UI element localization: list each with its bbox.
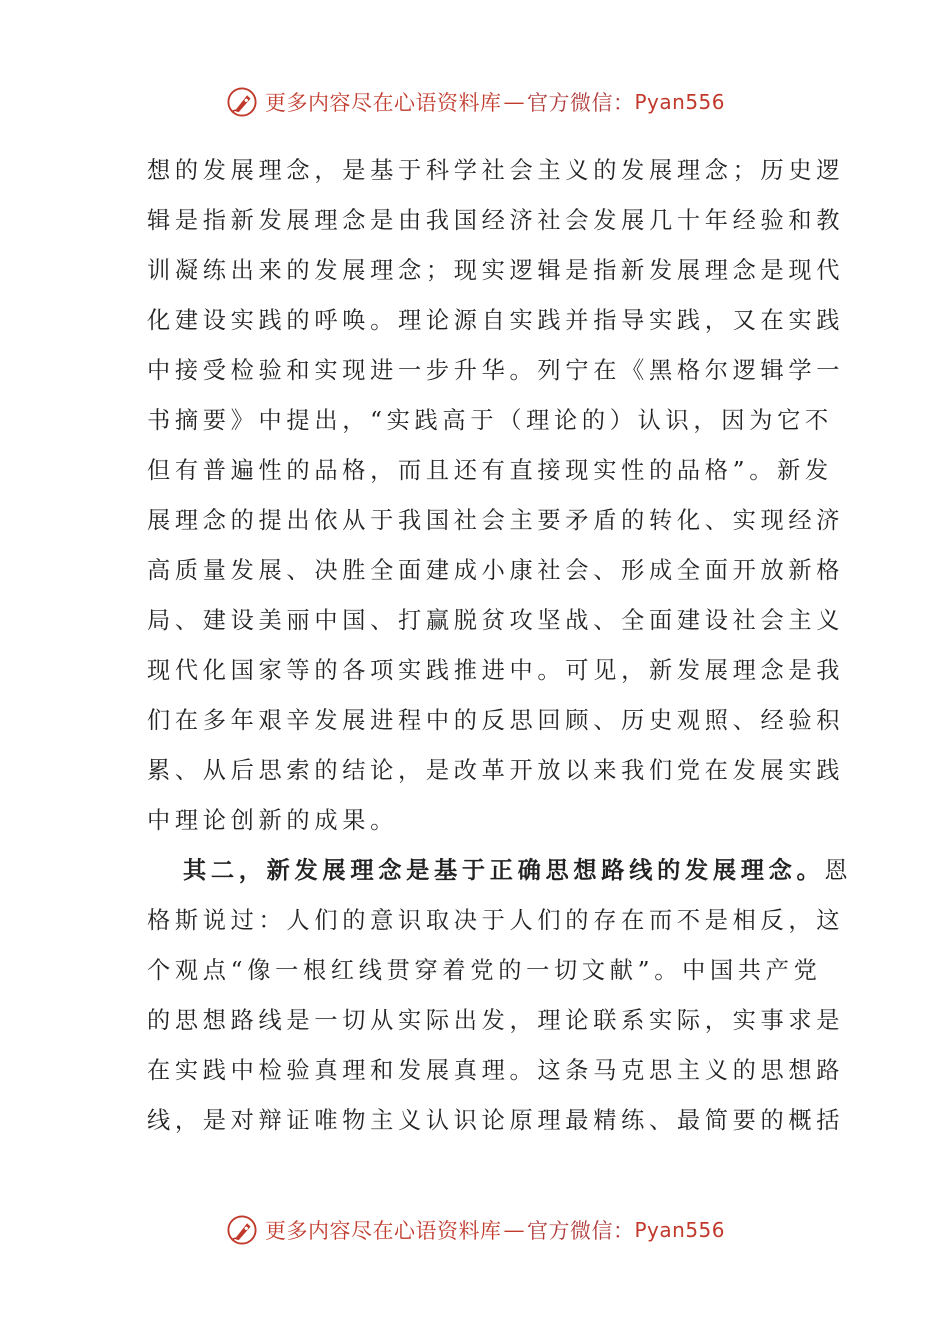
- header-banner: [0, 82, 950, 122]
- body-line: 训凝练出来的发展理念；现实逻辑是指新发展理念是现代: [147, 257, 845, 284]
- body-line: 中理论创新的成果。: [147, 807, 398, 834]
- body-line: 线，是对辩证唯物主义认识论原理最精练、最简要的概括: [147, 1107, 845, 1134]
- body-line: 但有普遍性的品格，而且还有直接现实性的品格”。新发: [147, 457, 833, 484]
- body-line: 展理念的提出依从于我国社会主要矛盾的转化、实现经济: [147, 507, 845, 534]
- header-separator: —: [503, 90, 525, 114]
- document-body: [147, 146, 853, 1146]
- body-line: 化建设实践的呼唤。理论源自实践并指导实践，又在实践: [147, 307, 845, 334]
- body-line: 累、从后思索的结论，是改革开放以来我们党在发展实践: [147, 757, 845, 784]
- body-line: 高质量发展、决胜全面建成小康社会、形成全面开放新格: [147, 557, 845, 584]
- paragraph-2-first-rest: 恩: [824, 857, 853, 884]
- paragraph-2-heading: 其二，新发展理念是基于正确思想路线的发展理念。: [183, 857, 825, 884]
- footer-wechat-label: 官方微信：: [526, 1219, 635, 1243]
- footer-wechat-account: Pyan556: [634, 1218, 725, 1242]
- body-line: 在实践中检验真理和发展真理。这条马克思主义的思想路: [147, 1057, 845, 1084]
- pen-nib-logo-icon: [225, 1213, 259, 1247]
- body-line: 局、建设美丽中国、打赢脱贫攻坚战、全面建设社会主义: [147, 607, 845, 634]
- body-line: 们在多年艰辛发展进程中的反思回顾、历史观照、经验积: [147, 707, 845, 734]
- body-line: 的思想路线是一切从实际出发，理论联系实际，实事求是: [147, 1007, 845, 1034]
- pen-nib-logo-icon: [225, 85, 259, 119]
- header-wechat-account: Pyan556: [634, 90, 725, 114]
- footer-separator: —: [503, 1218, 525, 1242]
- body-line: 个观点“像一根红线贯穿着党的一切文献”。中国共产党: [147, 957, 822, 984]
- body-line: 现代化国家等的各项实践推进中。可见，新发展理念是我: [147, 657, 845, 684]
- header-wechat-label: 官方微信：: [526, 91, 635, 115]
- footer-banner: [0, 1210, 950, 1250]
- body-line: 格斯说过：人们的意识取决于人们的存在而不是相反，这: [147, 907, 845, 934]
- body-line: 想的发展理念，是基于科学社会主义的发展理念；历史逻: [147, 157, 845, 184]
- body-line: 辑是指新发展理念是由我国经济社会发展几十年经验和教: [147, 207, 845, 234]
- footer-site-text: 更多内容尽在心语资料库: [264, 1219, 502, 1243]
- paragraph-2-first-line: [147, 846, 853, 896]
- header-site-text: 更多内容尽在心语资料库: [264, 91, 502, 115]
- body-line: 中接受检验和实现进一步升华。列宁在《黑格尔逻辑学一: [147, 357, 845, 384]
- body-line: 书摘要》中提出，“实践高于（理论的）认识，因为它不: [147, 407, 833, 434]
